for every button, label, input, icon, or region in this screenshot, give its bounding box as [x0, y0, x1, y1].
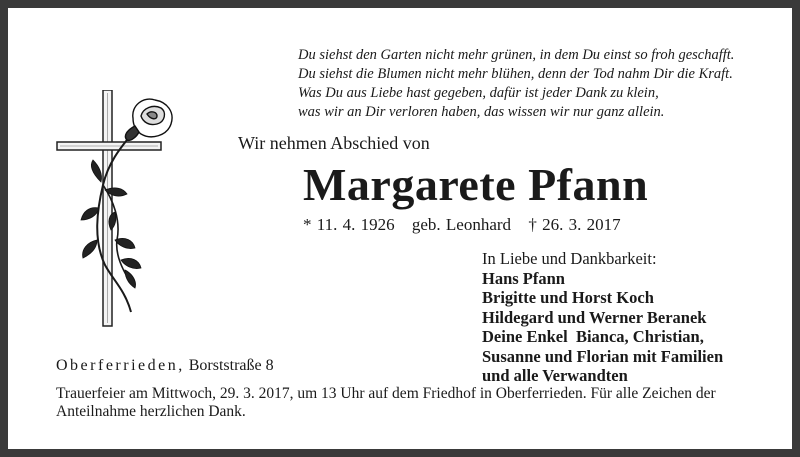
address-town: Oberferrieden,: [56, 357, 185, 374]
mourner-entry: Susanne und Florian mit Familien: [482, 346, 724, 366]
mourner-entry: Hildegard und Werner Beranek: [482, 307, 707, 327]
obituary-card: [8, 8, 792, 449]
death-date: † 26. 3. 2017: [528, 215, 621, 234]
intro-text: Wir nehmen Abschied von: [238, 133, 430, 153]
address: [56, 357, 274, 375]
mourner-entry: Brigitte und Horst Koch: [482, 288, 654, 307]
memorial-poem: [298, 46, 734, 122]
life-dates: [303, 215, 633, 235]
deceased-name: Margarete Pfann: [303, 159, 649, 210]
mourner-entry: Deine Enkel Bianca, Christian,: [482, 327, 704, 346]
address-street: Borststraße 8: [188, 357, 274, 374]
poem-line: Was Du aus Liebe hast gegeben, dafür ist jeder Dank zu klein,: [298, 85, 659, 101]
poem-line: Du siehst die Blumen nicht mehr blühen, denn der Tod nahm Dir die Kraft.: [298, 66, 733, 82]
poem-line: was wir an Dir verloren haben, das wissen wir nur ganz allein.: [298, 104, 665, 120]
mourners-lead: In Liebe und Dankbarkeit:: [482, 249, 657, 268]
mourner-entry: Hans Pfann: [482, 268, 565, 288]
mourner-entry: und alle Verwandten: [482, 366, 628, 385]
maiden-name: geb. Leonhard: [411, 215, 512, 234]
mourners-list: [482, 249, 723, 386]
cross-with-rose-icon: [53, 90, 183, 335]
poem-line: Du siehst den Garten nicht mehr grünen, in dem Du einst so froh geschafft.: [298, 47, 735, 63]
funeral-service-note: Trauerfeier am Mittwoch, 29. 3. 2017, um 13 Uhr auf dem Friedhof in Oberferrieden. Für alle Zeichen der Anteilnahme herzlichen Dank.: [56, 385, 716, 420]
birth-date: * 11. 4. 1926: [303, 215, 395, 234]
